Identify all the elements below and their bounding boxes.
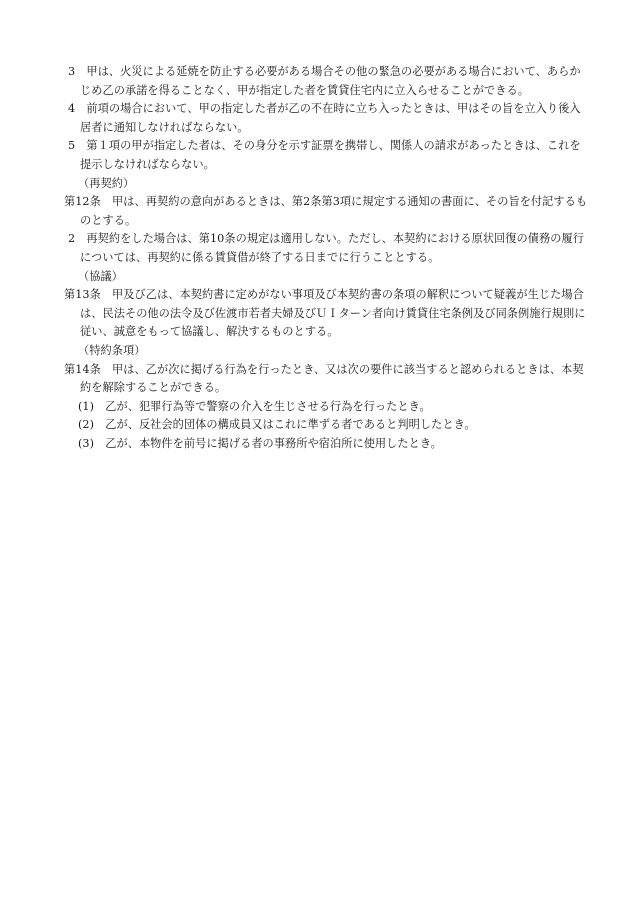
clause-12-2: 2 再契約をした場合は、第10条の規定は適用しない。ただし、本契約における原状回復の債務の履行 <box>68 232 584 246</box>
heading-recontract: （再契約） <box>78 176 135 190</box>
heading-consultation: （協議） <box>78 269 123 283</box>
clause-11-3: 3 甲は、火災による延焼を防止する必要がある場合その他の緊急の必要がある場合において、あらか <box>68 65 581 78</box>
article-13-cont-1: は、民法その他の法令及び佐渡市若者夫婦及びＵＩターン者向け賃貸住宅条例及び同条例施行規則に <box>80 306 586 320</box>
article-14: 第14条 甲は、乙が次に掲げる行為を行ったとき、又は次の要件に該当すると認められるときは、本契 <box>64 362 584 376</box>
article-14-cont: 約を解除することができる。 <box>80 381 227 395</box>
heading-special-provisions: （特約条項） <box>78 343 146 357</box>
article-13: 第13条 甲及び乙は、本契約書に定めがない事項及び本契約書の条項の解釈について疑義が生じた場合 <box>64 288 584 302</box>
article-14-item-1: (1) 乙が、犯罪行為等で警察の介入を生じさせる行為を行ったとき。 <box>78 399 431 413</box>
clause-11-4-cont: 居者に通知しなければならない。 <box>80 120 249 134</box>
article-12: 第12条 甲は、再契約の意向があるときは、第2条第3項に規定する通知の書面に、その旨を付記するも <box>64 195 588 209</box>
clause-11-4: 4 前項の場合において、甲の指定した者が乙の不在時に立ち入ったときは、甲はその旨を立入り後入 <box>68 102 581 116</box>
article-14-item-3: (3) 乙が、本物件を前号に掲げる者の事務所や宿泊所に使用したとき。 <box>78 436 442 450</box>
document-body <box>64 63 588 453</box>
article-13-cont-2: 従い、誠意をもって協議し、解決するものとする。 <box>80 325 339 339</box>
clause-12-2-cont: については、再契約に係る賃貸借が終了する日までに行うこととする。 <box>80 250 440 264</box>
clause-11-5: 5 第１項の甲が指定した者は、その身分を示す証票を携帯し、関係人の請求があったときは、これを <box>68 139 581 153</box>
article-12-cont: のとする。 <box>80 213 137 227</box>
clause-11-3-cont: じめ乙の承諾を得ることなく、甲が指定した者を賃貸住宅内に立入らせることができる。 <box>80 83 529 97</box>
clause-11-5-cont: 提示しなければならない。 <box>80 157 215 171</box>
article-14-item-2: (2) 乙が、反社会的団体の構成員又はこれに準ずる者であると判明したとき。 <box>78 418 476 432</box>
